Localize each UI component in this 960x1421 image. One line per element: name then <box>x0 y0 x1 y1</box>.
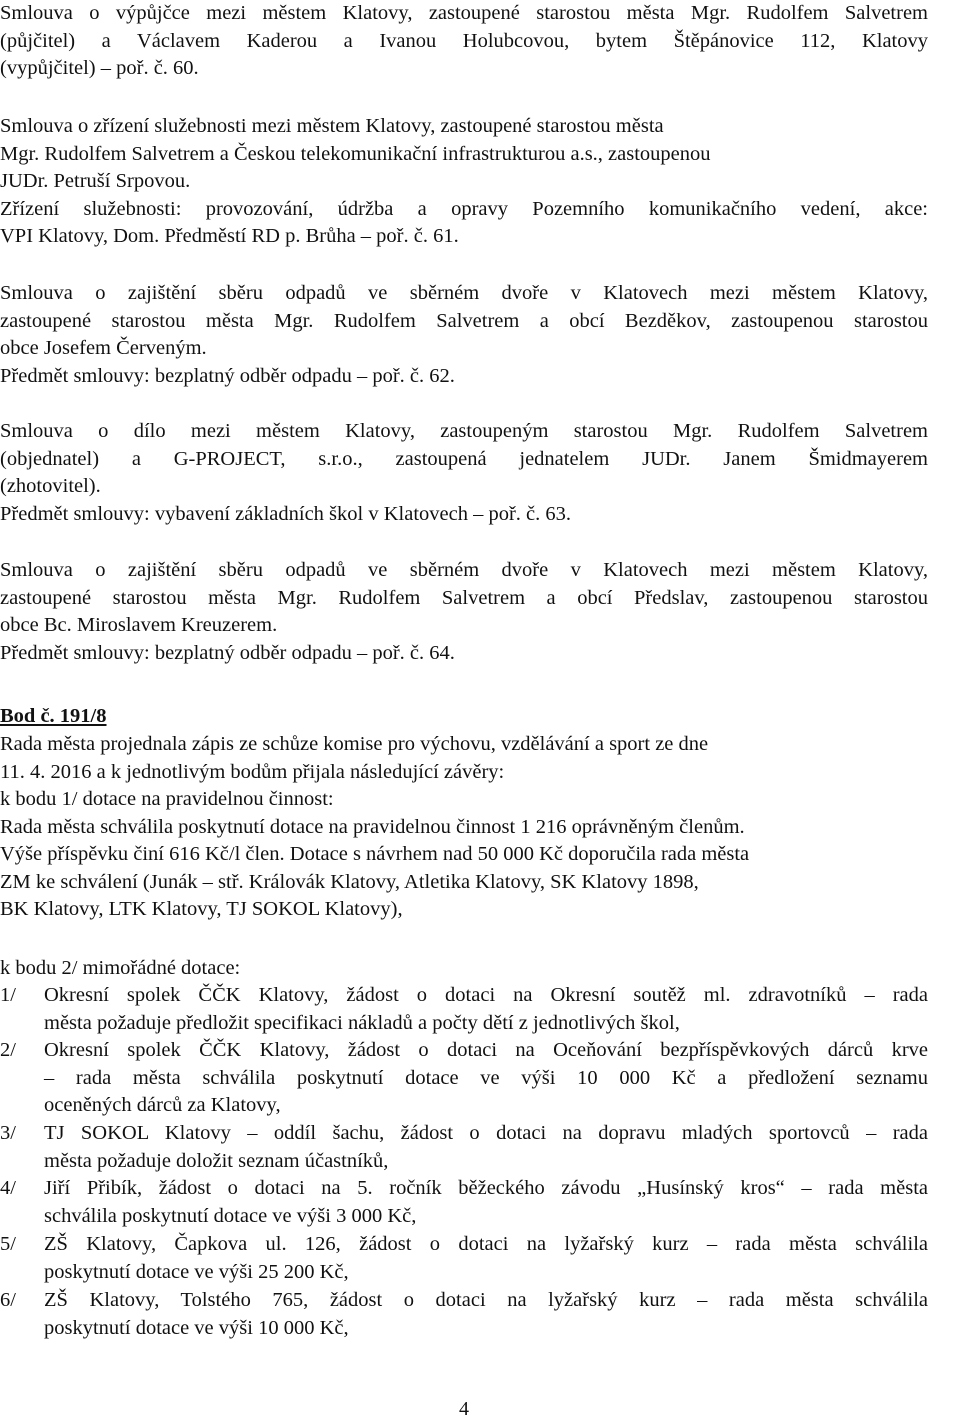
text-line: Smlouva o zajištění sběru odpadů ve sběrném dvoře v Klatovech mezi městem Klatovy, <box>0 559 928 581</box>
text-line: Smlouva o dílo mezi městem Klatovy, zastoupeným starostou Mgr. Rudolfem Salvetrem <box>0 420 928 442</box>
text-line: města požaduje doložit seznam účastníků, <box>44 1149 389 1172</box>
item-number: 5/ <box>0 1233 16 1255</box>
text-line: 11. 4. 2016 a k jednotlivým bodům přijala následující závěry: <box>0 760 505 783</box>
bod-heading: Bod č. 191/8 <box>0 705 107 727</box>
text-line: obce Josefem Červeným. <box>0 337 207 359</box>
item-number: 6/ <box>0 1289 16 1311</box>
contract-paragraph-62 <box>0 280 928 390</box>
contract-paragraph-61 <box>0 113 928 251</box>
text-line: města požaduje předložit specifikaci nákladů a počty dětí z jednotlivých škol, <box>44 1011 680 1034</box>
text-line: zastoupené starostou města Mgr. Rudolfem Salvetrem a obcí Předslav, zastoupenou starostou <box>0 586 928 609</box>
text-line: Předmět smlouvy: vybavení základních škol v Klatovech – poř. č. 63. <box>0 502 572 525</box>
page-number: 4 <box>459 1398 469 1420</box>
text-line: Předmět smlouvy: bezplatný odběr odpadu – poř. č. 62. <box>0 364 455 387</box>
text-line: ZŠ Klatovy, Tolstého 765, žádost o dotaci na lyžařský kurz – rada města schválila <box>44 1289 928 1311</box>
text-line: BK Klatovy, LTK Klatovy, TJ SOKOL Klatovy), <box>0 898 403 920</box>
text-line: Okresní spolek ČČK Klatovy, žádost o dotaci na Oceňování bezpříspěvkových dárců krve <box>44 1039 928 1061</box>
item-number: 1/ <box>0 984 16 1006</box>
text-line: Rada města schválila poskytnutí dotace na pravidelnou činnost 1 216 oprávněným členům. <box>0 815 745 838</box>
contract-paragraph-60 <box>0 0 928 83</box>
contract-paragraph-63 <box>0 418 928 528</box>
text-line: Mgr. Rudolfem Salvetrem a Českou telekomunikační infrastrukturou a.s., zastoupenou <box>0 142 711 165</box>
text-line: (půjčitel) a Václavem Kaderou a Ivanou Holubcovou, bytem Štěpánovice 112, Klatovy <box>0 29 928 52</box>
text-line: Smlouva o zajištění sběru odpadů ve sběrném dvoře v Klatovech mezi městem Klatovy, <box>0 282 928 304</box>
text-line: schválila poskytnutí dotace ve výši 3 000 Kč, <box>44 1204 417 1227</box>
item-number: 3/ <box>0 1122 16 1144</box>
text-line: Výše příspěvku činí 616 Kč/l člen. Dotace s návrhem nad 50 000 Kč doporučila rada města <box>0 843 750 865</box>
text-line: VPI Klatovy, Dom. Předměstí RD p. Brůha – poř. č. 61. <box>0 225 459 247</box>
text-line: poskytnutí dotace ve výši 10 000 Kč, <box>44 1316 349 1339</box>
item-number: 2/ <box>0 1039 16 1061</box>
text-line: – rada města schválila poskytnutí dotace ve výši 10 000 Kč a předložení seznamu <box>44 1066 928 1089</box>
item-number: 4/ <box>0 1177 16 1199</box>
text-line: (objednatel) a G-PROJECT, s.r.o., zastoupená jednatelem JUDr. Janem Šmidmayerem <box>0 447 928 470</box>
text-line: zastoupené starostou města Mgr. Rudolfem Salvetrem a obcí Bezděkov, zastoupenou starostou <box>0 309 928 332</box>
text-line: Předmět smlouvy: bezplatný odběr odpadu – poř. č. 64. <box>0 641 455 664</box>
contract-paragraph-64 <box>0 557 928 667</box>
text-line: k bodu 1/ dotace na pravidelnou činnost: <box>0 788 334 810</box>
text-line: ZM ke schválení (Junák – stř. Královák Klatovy, Atletika Klatovy, SK Klatovy 1898, <box>0 870 699 893</box>
text-line: Zřízení služebnosti: provozování, údržba a opravy Pozemního komunikačního vedení, akce: <box>0 197 928 220</box>
text-line: Jiří Přibík, žádost o dotaci na 5. ročník běžeckého závodu „Husínský kros“ – rada města <box>44 1177 928 1199</box>
text-line: ZŠ Klatovy, Čapkova ul. 126, žádost o dotaci na lyžařský kurz – rada města schválila <box>44 1233 928 1255</box>
text-line: k bodu 2/ mimořádné dotace: <box>0 957 241 979</box>
bod-intro <box>0 731 928 924</box>
text-line: oceněných dárců za Klatovy, <box>44 1094 281 1116</box>
text-line: (zhotovitel). <box>0 475 101 497</box>
text-line: Rada města projednala zápis ze schůze komise pro výchovu, vzdělávání a sport ze dne <box>0 733 709 755</box>
text-line: JUDr. Petruší Srpovou. <box>0 170 191 192</box>
text-line: TJ SOKOL Klatovy – oddíl šachu, žádost o dotaci na dopravu mladých sportovců – rada <box>44 1122 928 1144</box>
bod2-heading <box>0 955 928 983</box>
text-line: Okresní spolek ČČK Klatovy, žádost o dotaci na Okresní soutěž ml. zdravotníků – rada <box>44 984 928 1006</box>
text-line: Smlouva o výpůjčce mezi městem Klatovy, zastoupené starostou města Mgr. Rudolfem Salvetrem <box>0 2 928 24</box>
text-line: Smlouva o zřízení služebnosti mezi městem Klatovy, zastoupené starostou města <box>0 115 664 137</box>
text-line: obce Bc. Miroslavem Kreuzerem. <box>0 614 278 636</box>
text-line: (vypůjčitel) – poř. č. 60. <box>0 57 199 79</box>
text-line: poskytnutí dotace ve výši 25 200 Kč, <box>44 1260 349 1283</box>
